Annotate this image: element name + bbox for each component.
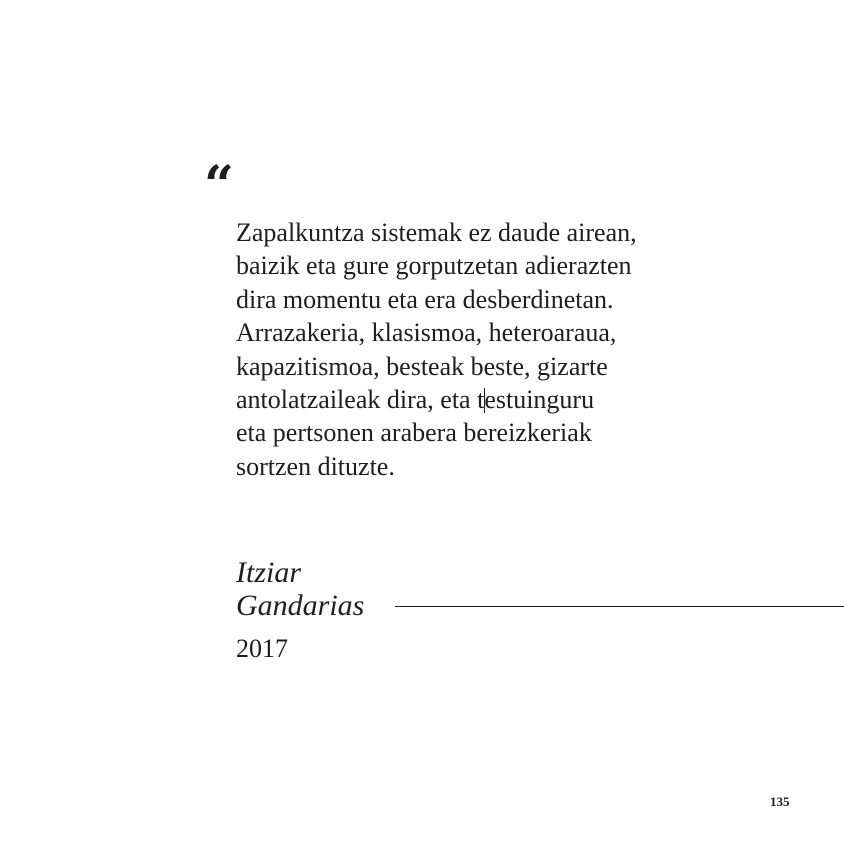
quote-line: Arrazakeria, klasismoa, heteroaraua, bbox=[236, 318, 617, 348]
quote-line: sortzen dituzte. bbox=[236, 451, 395, 481]
publication-year: 2017 bbox=[236, 634, 288, 663]
quote-line-part: estuinguru bbox=[484, 385, 595, 415]
author-first-name: Itziar bbox=[236, 556, 302, 589]
author-name bbox=[236, 556, 364, 622]
quote-line: kapazitismoa, besteak beste, gizarte bbox=[236, 351, 608, 381]
quote-line-with-cursor bbox=[236, 383, 706, 416]
quote-line-part: antolatzaileak dira, eta t bbox=[236, 385, 485, 415]
quote-line: baizik eta gure gorputzetan adierazten bbox=[236, 251, 632, 281]
page-number: 135 bbox=[770, 794, 790, 809]
quotation-mark-icon: “ bbox=[204, 155, 232, 216]
quote-text bbox=[236, 216, 706, 483]
quote-line: eta pertsonen arabera bereizkeriak bbox=[236, 418, 592, 448]
author-last-name: Gandarias bbox=[236, 589, 365, 622]
quote-line: dira momentu eta era desberdinetan. bbox=[236, 284, 614, 314]
quote-line: Zapalkuntza sistemak ez daude airean, bbox=[236, 218, 637, 247]
author-divider-line bbox=[395, 606, 844, 607]
